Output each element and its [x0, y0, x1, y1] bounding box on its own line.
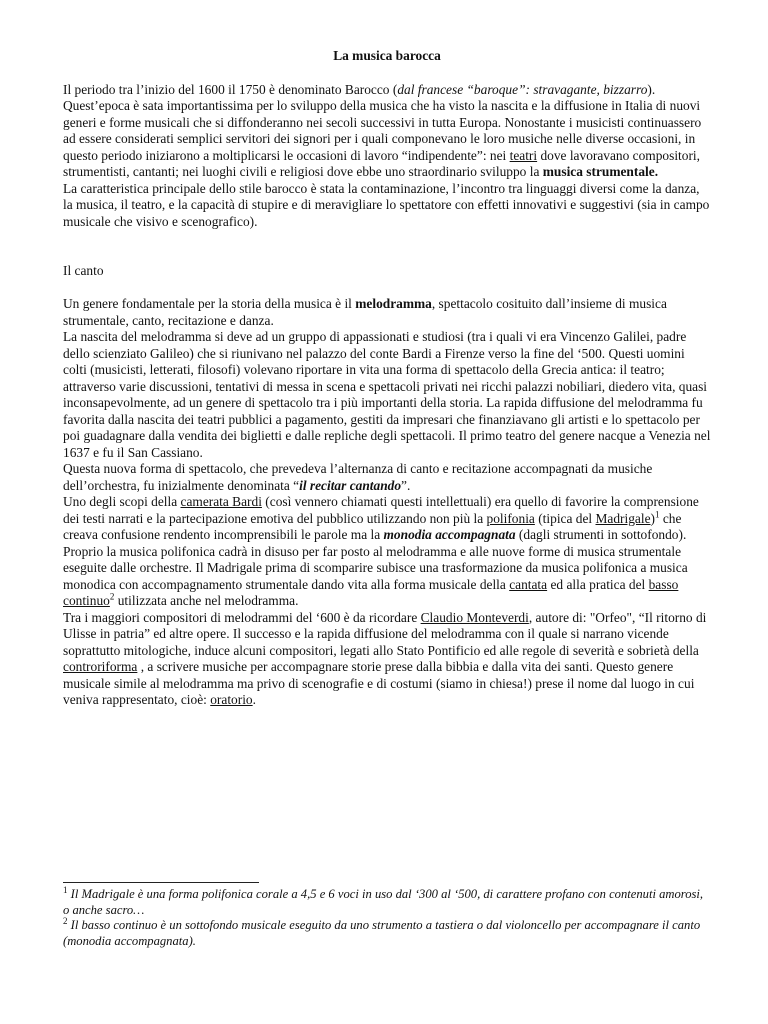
text-run: (così vennero chiamati questi intellettuali) era quello di favorire la comprensione dei testi narrati e la partecipazione emotiva del pubblico utilizzando non più la	[63, 494, 699, 526]
bold-italic-monodia: monodia accompagnata	[383, 527, 516, 542]
text-run: , autore di: "Orfeo", “Il ritorno di Ulisse in patria” ed altre opere. Il successo e la rapida diffusione del melodramma con il quale si narrano vicende soprattutto mitologiche, induce alcuni compositori, legati allo Stato Pontificio ed alle regole di severità e sobrietà della	[63, 609, 707, 658]
section-heading: Il canto	[63, 263, 104, 278]
text-run: ). Quest’epoca è sata importantissima per lo sviluppo della musica che ha visto la nascita e la diffusione in Italia di nuovi generi e forme musicali che si diffonderanno nei secoli successivi in tutta Europa. Nonostante i musicisti continuassero ad essere considerati semplici servitori dei signori per i quali componevano le loro musiche nelle diverse occasioni, in questo periodo iniziarono a moltiplicarsi le occasioni di lavoro “indipendente”: nei	[63, 81, 702, 163]
footnote-divider	[63, 882, 259, 883]
footnote-ref-1[interactable]: 1	[654, 509, 660, 520]
canto-paragraph-4	[63, 494, 711, 610]
text-run: (dagli strumenti in sottofondo). Proprio la musica polifonica cadrà in disuso per far posto al melodramma e alle nuove forme di musica strumentale eseguite dalle orchestre. Il Madrigale prima di scomparire subisce una trasformazione da musica polifonica a musica monodica con accompagnamento strumentale dando vita alla forma musicale della	[63, 527, 688, 592]
canto-paragraph-3	[63, 461, 711, 494]
link-madrigale[interactable]: Madrigale	[595, 510, 651, 526]
text-run: Tra i maggiori compositori di melodrammi del ‘600 è da ricordare	[63, 609, 421, 625]
document-page	[63, 48, 711, 709]
footnote-text: Il Madrigale è una forma polifonica corale a 4,5 e 6 voci in uso dal ‘300 al ‘500, di carattere profano con contenuti amorosi, o anche sacro…	[63, 887, 704, 917]
text-run: Un genere fondamentale per la storia della musica è il	[63, 296, 356, 311]
canto-paragraph-2: La nascita del melodramma si deve ad un gruppo di appassionati e studiosi (tra i quali vi era Vincenzo Galilei, padre dello scienziato Galileo) che si riunivano nel palazzo del conte Bardi a Firenze verso la fine del ‘500. Questi uomini colti (musicisti, letterati, filosofi) volevano riportare in vita una forma di spettacolo della Grecia antica: il teatro; attraverso varie discussioni, tentativi di messa in scena e spettacoli privati nei ricchi palazzi nobiliari, diedero vita, quasi inconsapevolmente, ad un genere di spettacolo tra i più importanti della storia. La rapida diffusione del melodramma fu favorita dalla nascita dei teatri pubblici a pagamento, gestiti da impresari che finanziavano gli artisti e lo spettacolo per poi guadagnare dalla vendita dei biglietti e dalle repliche degli spettacoli. Il primo teatro del genere nacque a Venezia nel 1637 e fu il San Cassiano.	[63, 329, 711, 460]
link-controriforma[interactable]: controriforma	[63, 659, 138, 674]
text-run: , a scrivere musiche per accompagnare storie prese dalla bibbia e dalla vita dei santi. Questo genere musicale simile al melodramma ma privo di scenografie e di costumi (siamo in chiesa!) prese il nome dal luogo in cui veniva rappresentato, cioè:	[63, 659, 695, 707]
text-run: che creava confusione rendento incomprensibili le parole ma la	[63, 510, 682, 542]
footnote-2	[63, 915, 711, 949]
intro-paragraph-2: La caratteristica principale dello stile barocco è stata la contaminazione, l’incontro tra linguaggi diversi come la danza, la musica, il teatro, e la capacità di stupire e di meravigliare lo spettatore con effetti innovativi e suggestivi (sia in campo musicale che visivo e scenografico).	[63, 180, 710, 229]
link-camerata-bardi[interactable]: camerata Bardi	[180, 494, 262, 509]
link-cantata[interactable]: cantata	[509, 576, 548, 592]
canto-paragraph-1	[63, 296, 711, 329]
text-run: ed alla pratica del	[547, 576, 649, 592]
text-run: dove lavoravano compositori, strumentisti, cantanti; nei luoghi civili e religiosi dove ebbe uno straordinario sviluppo la	[63, 147, 700, 179]
bold-musica-strumentale: musica strumentale.	[542, 164, 659, 179]
text-run: Il periodo tra l’inizio del 1600 il 1750 è denominato Barocco (	[63, 81, 398, 97]
footnotes	[63, 882, 711, 949]
footnote-1	[63, 884, 711, 918]
text-run: .	[252, 692, 256, 707]
text-run: )	[650, 510, 655, 526]
link-teatri[interactable]: teatri	[509, 147, 538, 163]
text-run: Uno degli scopi della	[63, 494, 181, 509]
intro-paragraph	[63, 82, 711, 181]
page-title: La musica barocca	[333, 48, 441, 63]
text-run: (tipica del	[534, 510, 596, 526]
link-basso-continuo[interactable]: basso continuo	[63, 576, 679, 608]
footnote-number: 2	[63, 915, 68, 926]
footnote-text: Il basso continuo è un sottofondo musicale eseguito da uno strumento a tastiera o dal violoncello per accompagnare il canto (monodia accompagnata).	[63, 918, 701, 948]
footnote-number: 1	[63, 884, 68, 895]
link-claudio-monteverdi[interactable]: Claudio Monteverdi	[420, 609, 529, 625]
text-run: , spettacolo cosituito dall’insieme di musica strumentale, canto, recitazione e danza.	[63, 296, 667, 328]
link-oratorio[interactable]: oratorio	[210, 692, 253, 707]
bold-melodramma: melodramma	[355, 296, 432, 311]
text-run: utilizzata anche nel melodramma.	[114, 593, 299, 608]
canto-paragraph-5	[63, 610, 711, 709]
footnote-ref-2[interactable]: 2	[109, 591, 115, 602]
bold-italic-recitar-cantando: il recitar cantando	[299, 477, 402, 493]
italic-text: dal francese “baroque”: stravagante, bizzarro	[397, 81, 648, 97]
text-run: Questa nuova forma di spettacolo, che prevedeva l’alternanza di canto e recitazione accompagnati da musiche dell’orchestra, fu inizialmente denominata “	[63, 461, 653, 493]
link-polifonia[interactable]: polifonia	[486, 510, 535, 526]
text-run: ”.	[401, 477, 411, 493]
